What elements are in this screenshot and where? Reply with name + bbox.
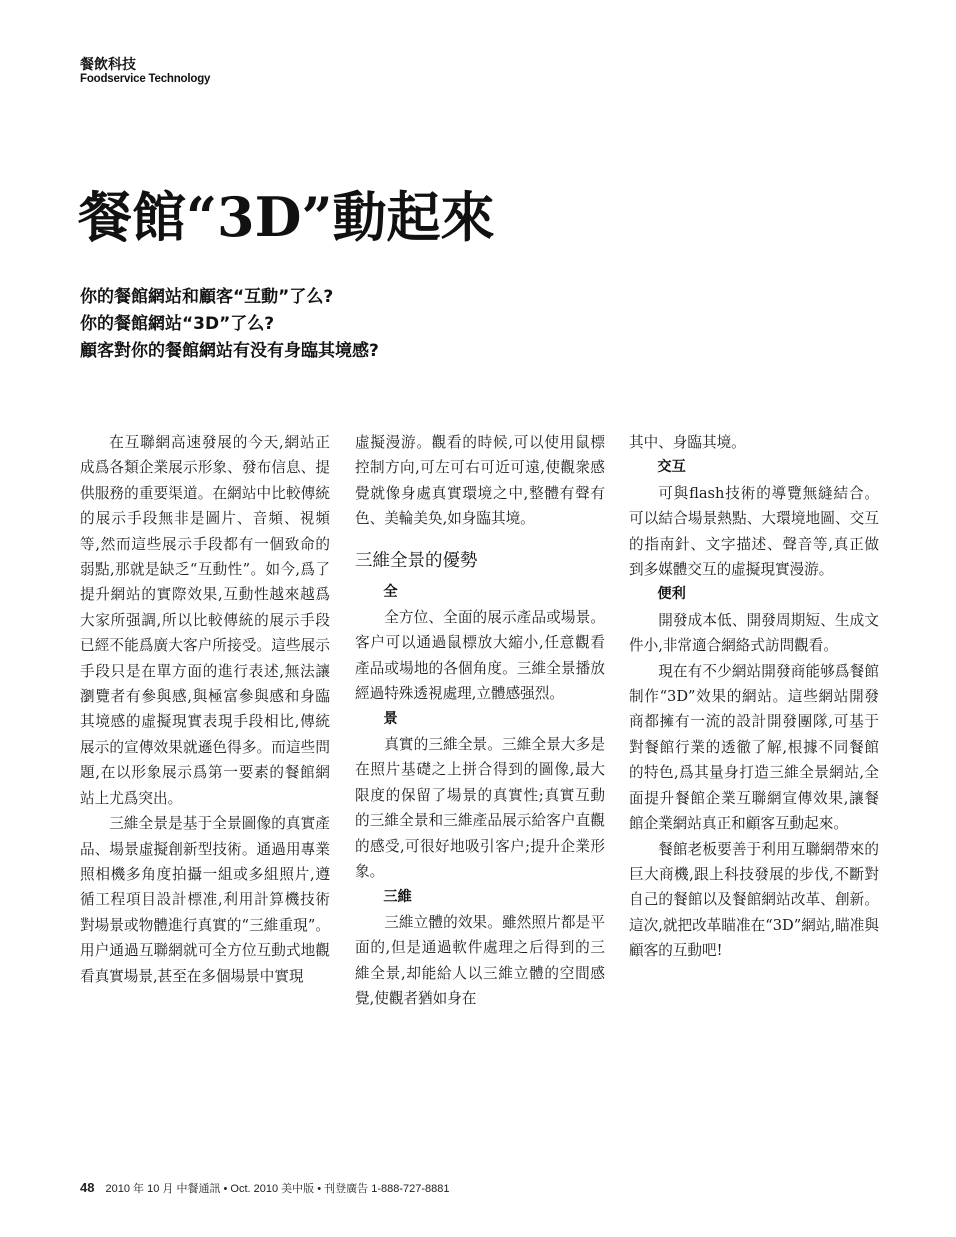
article-subtitles — [80, 284, 379, 365]
body-paragraph: 真實的三維全景。三維全景大多是在照片基礎之上拼合得到的圖像,最大限度的保留了場景的真實性;真實互動的三維全景和三維產品展示給客户直觀的感受,可很好地吸引客户;提升企業形象。 — [355, 736, 605, 881]
body-paragraph: 三維立體的效果。雖然照片都是平面的,但是通過軟件處理之后得到的三維全景,却能給人以三維立體的空間感覺,使觀者猶如身在 — [355, 913, 605, 1008]
article-column-1 — [80, 430, 330, 989]
subheading-jiaohu: 交互 — [657, 459, 686, 476]
body-paragraph: 可與flash技術的導覽無縫結合。可以結合場景熱點、大環境地圖、交互的指南針、文字描述、聲音等,真正做到多媒體交互的虛擬現實漫游。 — [629, 484, 879, 579]
article-title: 餐館“3D”動起來 — [78, 185, 495, 249]
subheading-bianli: 便利 — [657, 586, 686, 603]
section-heading: 三維全景的優勢 — [355, 550, 478, 571]
section-title-english: Foodservice Technology — [80, 73, 211, 85]
body-paragraph: 開發成本低、開發周期短、生成文件小,非常適合網絡式訪問觀看。 — [629, 611, 879, 655]
body-paragraph: 虛擬漫游。觀看的時候,可以使用鼠標控制方向,可左可右可近可遠,使觀衆感覺就像身處真實環境之中,整體有聲有色、美輪美奂,如身臨其境。 — [355, 434, 605, 528]
subheading-quan: 全 — [383, 583, 398, 600]
footer-text: 2010 年 10 月 中餐通訊 • Oct. 2010 美中版 • 刊登廣告 1-888-727-8881 — [105, 1183, 450, 1195]
body-paragraph: 餐館老板要善于利用互聯網帶來的巨大商機,跟上科技發展的步伐,不斷對自己的餐館以及餐館網站改革、創新。這次,就把改革瞄准在“3D”網站,瞄准與顧客的互動吧! — [629, 840, 879, 960]
body-paragraph: 全方位、全面的展示產品或場景。客户可以通過鼠標放大縮小,任意觀看產品或場地的各個角度。三維全景播放經過特殊透視處理,立體感强烈。 — [355, 609, 605, 703]
page-number: 48 — [80, 1180, 95, 1195]
subheading-jing: 景 — [383, 710, 398, 727]
body-paragraph: 三維全景是基于全景圖像的真實產品、場景虛擬創新型技術。通過用專業照相機多角度拍攝一組或多組照片,遵循工程項目設計標准,利用計算機技術對場景或物體進行真實的“三維重現”。用户通過互聯網就可全方位互動式地觀看真實場景,甚至在多個場景中實現 — [80, 815, 330, 985]
article-column-2 — [355, 430, 605, 1012]
article-column-3 — [629, 430, 879, 964]
subheading-sanwei: 三維 — [383, 888, 412, 905]
page-footer — [80, 1180, 449, 1196]
subtitle-line: 你的餐館網站和顧客“互動”了么? — [80, 287, 334, 307]
subtitle-line: 你的餐館網站“3D”了么? — [80, 314, 275, 334]
subtitle-line: 顧客對你的餐館網站有没有身臨其境感? — [80, 341, 379, 361]
body-paragraph: 其中、身臨其境。 — [629, 434, 746, 451]
body-paragraph: 在互聯網高速發展的今天,網站正成爲各類企業展示形象、發布信息、提供服務的重要渠道。在網站中比較傳統的展示手段無非是圖片、音頻、視頻等,然而這些展示手段都有一個致命的弱點,那就是缺乏“互動性”。如今,爲了提升網站的實際效果,互動性越來越爲大家所强調,所以比較傳統的展示手段已經不能爲廣大客户所接受。這些展示手段只是在單方面的進行表述,無法讓瀏覽者有參與感,與極富參與感和身臨其境感的虛擬現實表現手段相比,傳統展示的宣傳效果就遜色得多。而這些問題,在以形象展示爲第一要素的餐館網站上尤爲突出。 — [80, 434, 330, 807]
section-title-chinese: 餐飲科技 — [80, 57, 136, 73]
body-paragraph: 現在有不少網站開發商能够爲餐館制作“3D”效果的網站。這些網站開發商都擁有一流的設計開發團隊,可基于對餐館行業的透徹了解,根據不同餐館的特色,爲其量身打造三維全景網站,全面提升餐館企業互聯網宣傳效果,讓餐館企業網站真正和顧客互動起來。 — [629, 662, 879, 833]
